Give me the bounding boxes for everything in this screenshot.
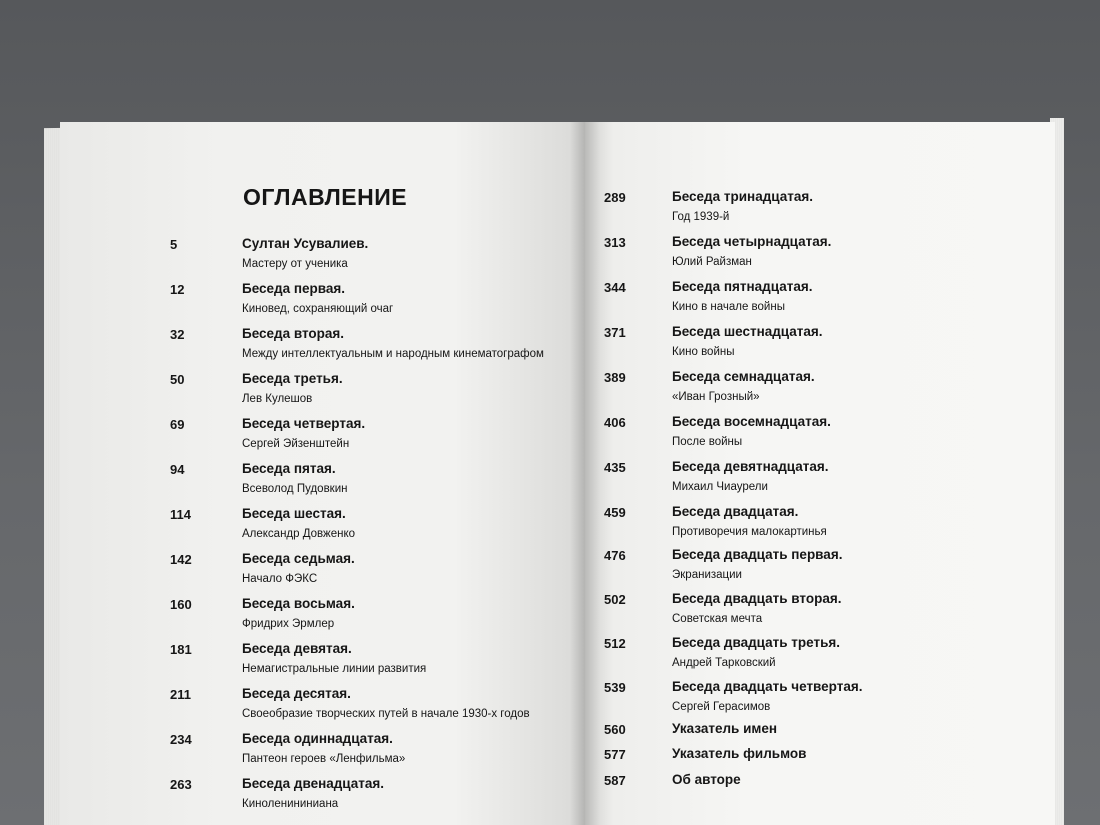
toc-subtitle: «Иван Грозный» <box>672 391 760 403</box>
book-gutter <box>570 122 600 825</box>
toc-page-number: 234 <box>170 732 192 747</box>
toc-subtitle: Советская мечта <box>672 613 763 625</box>
toc-heading: Беседа семнадцатая. <box>672 369 815 384</box>
toc-heading: Беседа девятая. <box>242 641 352 656</box>
toc-subtitle: Юлий Райзман <box>672 256 752 268</box>
toc-page-number: 94 <box>170 462 185 477</box>
toc-heading: Беседа одиннадцатая. <box>242 731 393 746</box>
toc-page-number: 211 <box>170 687 191 702</box>
toc-subtitle: Между интеллектуальным и народным кинематографом <box>242 348 544 360</box>
toc-page-number: 560 <box>604 722 626 737</box>
toc-page-number: 587 <box>604 773 626 788</box>
toc-page-number: 313 <box>604 235 626 250</box>
toc-subtitle: Сергей Эйзенштейн <box>242 438 350 450</box>
toc-subtitle: Александр Довженко <box>242 528 356 540</box>
toc-page-number: 50 <box>170 372 185 387</box>
toc-subtitle: Сергей Герасимов <box>672 701 771 713</box>
toc-page-number: 160 <box>170 597 192 612</box>
toc-subtitle: После войны <box>672 436 743 448</box>
toc-subtitle: Киноленининиана <box>242 798 339 810</box>
toc-heading: Беседа первая. <box>242 281 346 296</box>
toc-page-number: 142 <box>170 552 192 567</box>
toc-subtitle: Немагистральные линии развития <box>242 663 427 675</box>
toc-heading: Беседа восемнадцатая. <box>672 414 831 429</box>
toc-subtitle: Фридрих Эрмлер <box>242 618 335 630</box>
toc-heading: Беседа седьмая. <box>242 551 355 566</box>
toc-heading: Беседа девятнадцатая. <box>672 459 829 474</box>
toc-subtitle: Своеобразие творческих путей в начале 1930-х годов <box>242 708 530 720</box>
toc-subtitle: Начало ФЭКС <box>242 573 318 585</box>
toc-page-number: 539 <box>604 680 626 695</box>
toc-heading: Беседа четырнадцатая. <box>672 234 832 249</box>
toc-page-number: 69 <box>170 417 185 432</box>
toc-heading: Об авторе <box>672 772 741 787</box>
toc-page-number: 5 <box>170 237 178 252</box>
toc-page-number: 406 <box>604 415 626 430</box>
toc-heading: Беседа шестая. <box>242 506 346 521</box>
toc-heading: Беседа пятая. <box>242 461 336 476</box>
toc-page-number: 32 <box>170 327 185 342</box>
toc-heading: Беседа двадцать первая. <box>672 547 843 562</box>
toc-page-number: 114 <box>170 507 191 522</box>
toc-heading: Беседа двадцать вторая. <box>672 591 842 606</box>
toc-subtitle: Мастеру от ученика <box>242 258 348 270</box>
toc-heading: Беседа шестнадцатая. <box>672 324 823 339</box>
toc-heading: Беседа двадцать четвертая. <box>672 679 863 694</box>
toc-page-number: 263 <box>170 777 192 792</box>
toc-page-number: 389 <box>604 370 626 385</box>
toc-page-number: 512 <box>604 636 626 651</box>
toc-page-number: 371 <box>604 325 626 340</box>
toc-title: ОГЛАВЛЕНИЕ <box>243 184 408 210</box>
toc-heading: Указатель имен <box>672 721 778 736</box>
toc-heading: Беседа четвертая. <box>242 416 366 431</box>
toc-page-number: 459 <box>604 505 626 520</box>
toc-heading: Султан Усувалиев. <box>242 236 369 251</box>
toc-page-number: 476 <box>604 548 626 563</box>
toc-page-number: 577 <box>604 747 626 762</box>
toc-heading: Указатель фильмов <box>672 746 807 761</box>
toc-page-number: 502 <box>604 592 626 607</box>
toc-page-number: 344 <box>604 280 626 295</box>
toc-heading: Беседа вторая. <box>242 326 345 341</box>
toc-subtitle: Кино в начале войны <box>672 301 785 313</box>
toc-subtitle: Противоречия малокартинья <box>672 526 827 538</box>
toc-heading: Беседа двадцать третья. <box>672 635 841 650</box>
toc-heading: Беседа пятнадцатая. <box>672 279 813 294</box>
toc-subtitle: Кино войны <box>672 346 735 358</box>
toc-heading: Беседа восьмая. <box>242 596 355 611</box>
toc-page-number: 181 <box>170 642 192 657</box>
toc-page-number: 289 <box>604 190 626 205</box>
toc-subtitle: Михаил Чиаурели <box>672 481 768 493</box>
toc-subtitle: Пантеон героев «Ленфильма» <box>242 753 406 765</box>
toc-heading: Беседа тринадцатая. <box>672 189 813 204</box>
toc-heading: Беседа третья. <box>242 371 343 386</box>
toc-page-number: 12 <box>170 282 185 297</box>
toc-heading: Беседа двенадцатая. <box>242 776 385 791</box>
toc-subtitle: Экранизации <box>672 569 742 581</box>
toc-subtitle: Год 1939-й <box>672 211 730 223</box>
toc-heading: Беседа десятая. <box>242 686 351 701</box>
toc-subtitle: Лев Кулешов <box>242 393 313 405</box>
toc-subtitle: Киновед, сохраняющий очаг <box>242 303 394 315</box>
toc-subtitle: Андрей Тарковский <box>672 657 776 669</box>
toc-heading: Беседа двадцатая. <box>672 504 799 519</box>
toc-page-number: 435 <box>604 460 626 475</box>
toc-subtitle: Всеволод Пудовкин <box>242 483 348 495</box>
